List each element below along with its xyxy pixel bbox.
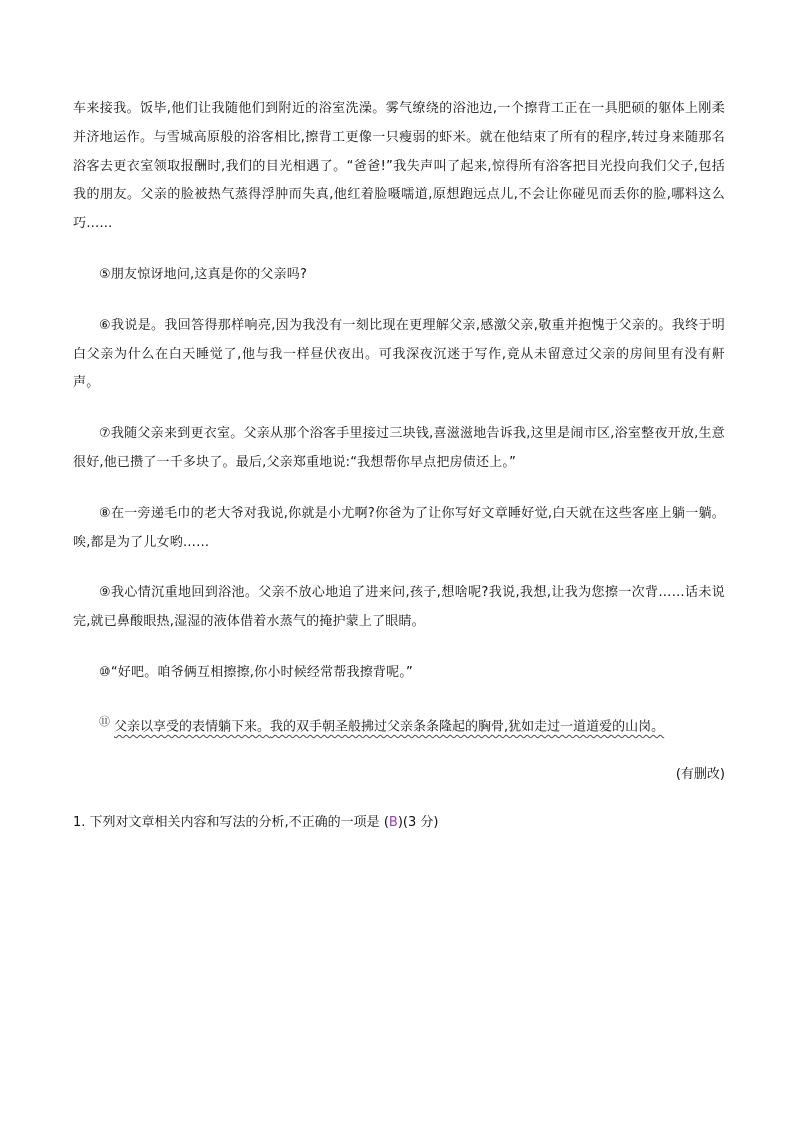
answer-open-paren: ( [383,815,389,831]
answer-letter: B [388,815,398,831]
paragraph-8: ⑧在一旁递毛巾的老大爷对我说,你就是小尤啊?你爸为了让你写好文章睡好觉,白天就在这些客座上躺一躺。唉,都是为了儿女哟…… [73,505,725,550]
paragraph-11-sentence-b: 我的双手朝圣般拂过父亲条条隆起的胸骨,犹如走过一道道爱的山岗。 [270,719,665,735]
answer-close-paren: ) [397,815,403,831]
paragraph-5: ⑤朋友惊讶地问,这真是你的父亲吗? [99,266,308,282]
paragraph-10: ⑩“好吧。咱爷俩互相擦擦,你小时候经常帮我擦背呢。” [99,664,413,680]
paragraph-11 [73,708,725,741]
paragraph-7: ⑦我随父亲来到更衣室。父亲从那个浴客手里接过三块钱,喜滋滋地告诉我,这里是闹市区,浴室整夜开放,生意很好,他已攒了一千多块了。最后,父亲郑重地说:“我想帮你早点把房债还上。” [73,426,725,470]
paragraph-9: ⑨我心情沉重地回到浴池。父亲不放心地追了进来问,孩子,想啥呢?我说,我想,让我为您擦一次背……话未说完,就已鼻酸眼热,湿湿的液体借着水蒸气的掩护蒙上了眼睛。 [73,585,725,630]
document-page [73,95,725,837]
paragraph-4-continued: 车来接我。饭毕,他们让我随他们到附近的浴室洗澡。雾气缭绕的浴池边,一个擦背工正在一具肥硕的躯体上刚柔并济地运作。与雪城高原般的浴客相比,擦背工更像一只瘦弱的虾米。就在他结束了所有的程序,转过身来随那名浴客去更衣室领取报酬时,我们的目光相遇了。“爸爸!”我失声叫了起来,惊得所有浴客把目光投向我们父子,包括我的朋友。父亲的脸被热气蒸得浮肿而失真,他红着脸嗫嚅道,原想跑远点儿,不会让你碰见而丢你的脸,哪料这么巧…… [73,101,725,232]
question-1-score: (3 分) [402,815,439,831]
question-1-stem: 1. 下列对文章相关内容和写法的分析,不正确的一项是 [73,815,380,831]
paragraph-11-number: ⑪ [99,714,110,728]
question-1 [73,809,725,837]
source-note: (有删改) [675,767,725,783]
paragraph-6: ⑥我说是。我回答得那样响亮,因为我没有一刻比现在更理解父亲,感激父亲,敬重并抱愧于父亲的。我终于明白父亲为什么在白天睡觉了,他与我一样昼伏夜出。可我深夜沉迷于写作,竟从未留意过父亲的房间里有没有鼾声。 [73,317,725,391]
paragraph-11-sentence-a: 父亲以享受的表情躺下来。 [114,719,271,735]
